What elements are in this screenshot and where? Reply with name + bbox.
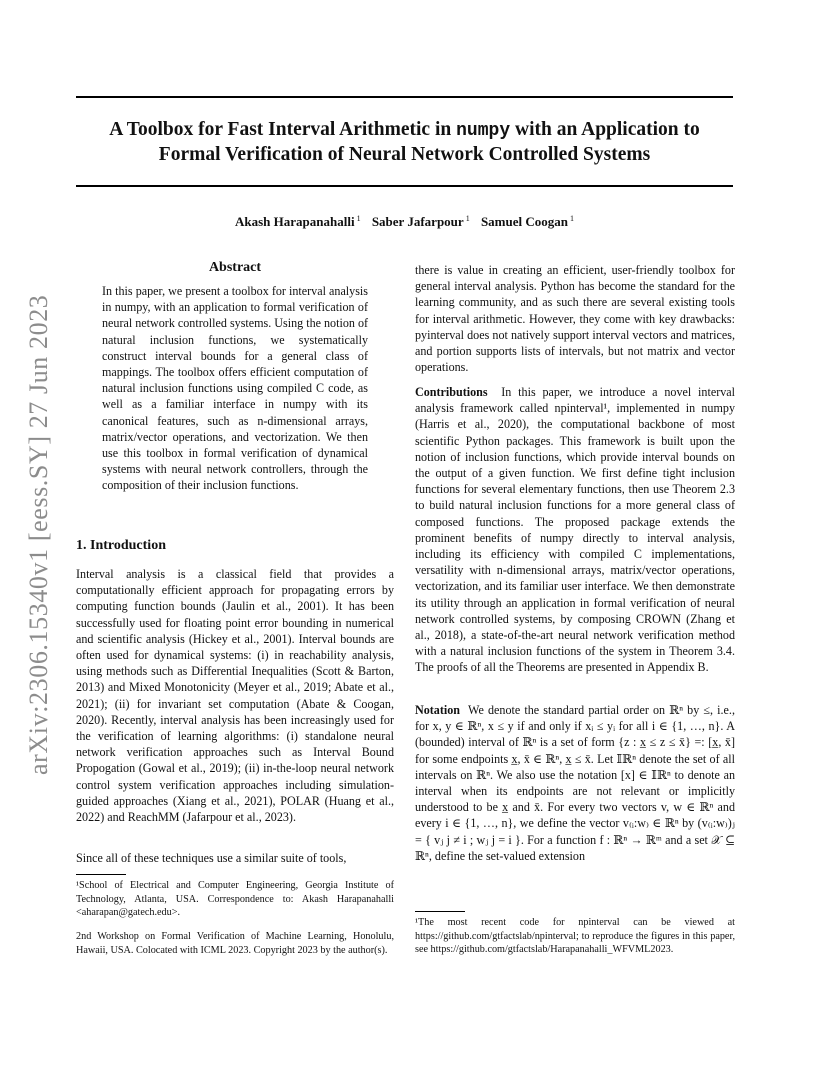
top-rule xyxy=(76,96,733,98)
author: Akash Harapanahalli $^1$ xyxy=(235,214,361,230)
bottom-rule xyxy=(76,185,733,187)
author: Samuel Coogan $^1$ xyxy=(480,214,574,230)
footnote-affiliation: ¹School of Electrical and Computer Engineering, Georgia Institute of Technology, Atlanta, USA. Correspondence to: Akash Harapanahalli <aharapan@gatech.edu>. xyxy=(76,880,394,918)
arxiv-stamp: arXiv:2306.15340v1 [eess.SY] 27 Jun 2023 xyxy=(24,294,53,775)
author: Saber Jafarpour $^1$ xyxy=(371,214,470,230)
footnote-rule-right xyxy=(415,911,465,912)
author-list xyxy=(76,214,733,230)
section-heading-introduction: 1. Introduction xyxy=(76,538,166,553)
title-code: numpy xyxy=(456,121,511,141)
footnote-rule xyxy=(76,874,126,875)
footnote-code: ¹The most recent code for npinterval can be viewed at https://github.com/gtfactslab/npinterval; to reproduce the figures in this paper, see https://github.com/gtfactslab/Harapanahalli_WFVML2023. xyxy=(415,917,735,955)
intro-paragraph-2: Since all of these techniques use a similar suite of tools, xyxy=(76,851,347,865)
footnote-workshop: 2nd Workshop on Formal Verification of Machine Learning, Honolulu, Hawaii, USA. Colocated with ICML 2023. Copyright 2023 by the author(s). xyxy=(76,931,394,956)
notation-lead: Notation xyxy=(415,703,461,717)
right-paragraph: there is value in creating an efficient, user-friendly toolbox for general interval analysis. Python has become the standard for the learning community, and as such there are several existing tools for interval arithmetic. However, they come with key drawbacks: pyinterval does not natively support interval vectors and matrices, and portion supports lists of intervals, but not matrix and vector operations. xyxy=(415,263,735,375)
paper-title: A Toolbox for Fast Interval Arithmetic in numpy with an Application to Formal Verification of Neural Network Controlled Systems xyxy=(109,119,700,165)
contributions-paragraph: Contributions In this paper, we introduce a novel interval analysis framework called npinterval¹, implemented in numpy (Harris et al., 2020), the computational backbone of most scientific Python packages. This framework is built upon the notion of inclusion functions, which provide interval bounds on the output of a given function. We first define tight inclusion functions for several elementary functions, then use Theorem 2.3 to build natural inclusion functions for a more general class of composed functions. The proposed package extends the prominent benefits of numpy directly to interval analysis, including its efficiency with compiled C implementations, versatility with n-dimensional arrays, matrix/vector operations, vectorization, and its familiar user interface. We then demonstrate its utility through an application in formal verification of neural network controlled systems, by composing CROWN (Zhang et al., 2018), a state-of-the-art neural network verification method with a natural inclusion functions of the system in Theorem 3.4. The proofs of all the Theorems are presented in Appendix B. xyxy=(415,385,735,675)
intro-paragraph: Interval analysis is a classical field that provides a computationally efficient approach for propagating errors by computing function bounds (Jaulin et al., 2001). It has been successfully used for floating point error bounding in numerical and scientific analysis (Hickey et al., 2001). Interval bounds are often used for dynamical systems: (i) in reachability analysis, using methods such as Differential Inequalities (Scott & Barton, 2013) and Mixed Monotonicity (Meyer et al., 2019; Abate et al., 2021); (ii) for invariant set computation (Abate & Coogan, 2020). Recently, interval analysis has been increasingly used for the verification of learning algorithms: (i) standalone neural network verification approaches such as Interval Bound Propogation (Gowal et al., 2019); (ii) in-the-loop neural network control system verification approaches including simulation-guided approaches (Xiang et al., 2021), POLAR (Huang et al., 2022) and ReachMM (Jafarpour et al., 2023). xyxy=(76,567,394,825)
notation-paragraph: Notation We denote the standard partial order on ℝⁿ by ≤, i.e., for x, y ∈ ℝⁿ, x ≤ y if and only if xᵢ ≤ yᵢ for all i ∈ {1, …, n}. A (bounded) interval of ℝⁿ is a set of form {z : x̲ ≤ z ≤ x̄} =: [x̲, x̄] for some endpoints x̲, x̄ ∈ ℝⁿ, x̲ ≤ x̄. Let 𝕀ℝⁿ denote the set of all intervals on ℝⁿ. We also use the notation [x] ∈ 𝕀ℝⁿ to denote an interval when its endpoints are not relevant or implicitly understood to be x̲ and x̄. For every two vectors v, w ∈ ℝⁿ and every i ∈ {1, …, n}, we define the vector v₍ᵢ:w₎ ∈ ℝⁿ by (v₍ᵢ:w₎)ⱼ = { vⱼ j ≠ i ; wⱼ j = i }. For a function f : ℝⁿ → ℝᵐ and a set 𝒳 ⊆ ℝⁿ, define the set-valued extension xyxy=(415,703,735,863)
contributions-lead: Contributions xyxy=(415,385,488,399)
abstract-text: In this paper, we present a toolbox for interval analysis in numpy, with an application to formal verification of neural network controlled systems. Using the notion of natural inclusion functions, we systematically construct interval bounds for a general class of mappings. The toolbox offers efficient computation of natural inclusion functions using compiled C code, as well as a familiar interface in numpy with its canonical features, such as n-dimensional arrays, matrix/vector operations, and vectorization. We then use this toolbox in formal verification of dynamical systems with neural network controllers, through the composition of their inclusion functions. xyxy=(102,284,369,493)
abstract-heading: Abstract xyxy=(208,260,262,275)
